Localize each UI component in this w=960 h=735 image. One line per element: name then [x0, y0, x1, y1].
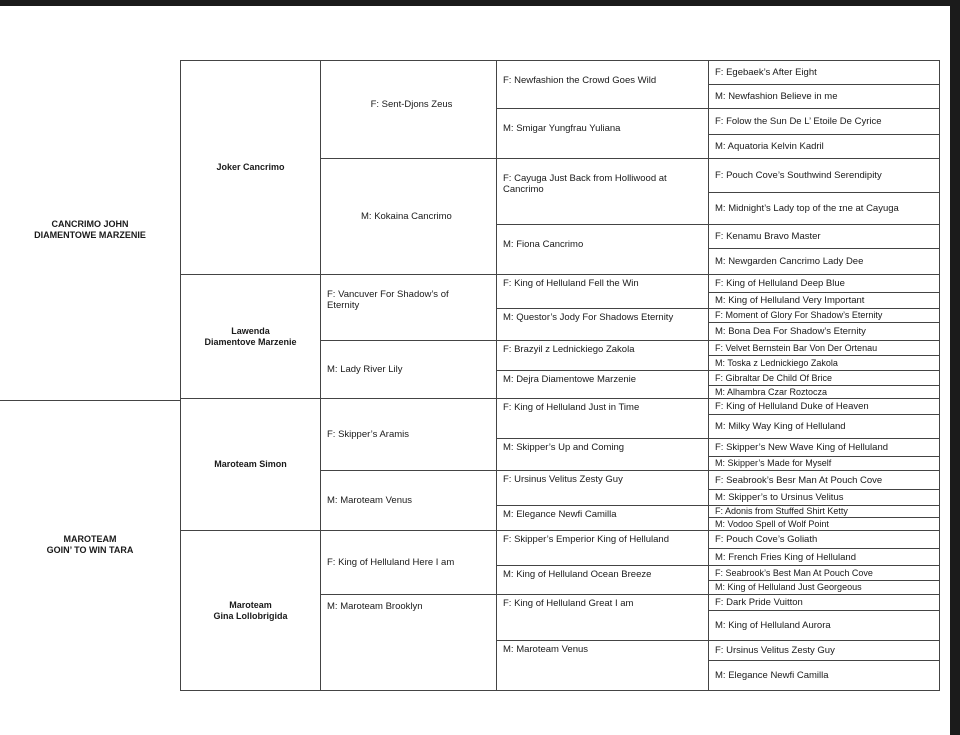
ancestor-name: M: King of Helluland Very Important [715, 295, 865, 306]
ancestor-name: M: Alhambra Czar Roztocza [715, 386, 828, 397]
ancestor-name: F: King of Helluland Here I am [327, 557, 455, 568]
sire-dam-gen5 [709, 470, 940, 489]
sire-dam-gen5 [709, 224, 940, 248]
sire-dam-gen4 [497, 60, 709, 108]
sire-dam-gen2 [180, 530, 321, 691]
ancestor-name: M: Bona Dea For Shadow’s Eternity [715, 326, 866, 337]
sire-dam-gen5 [709, 370, 940, 385]
sire-dam-gen5 [709, 530, 940, 548]
sire-dam-gen4 [497, 594, 709, 640]
ancestor-name: M: Skipper’s Made for Myself [715, 458, 832, 468]
dog-name-line: Maroteam Simon [214, 459, 287, 469]
ancestor-name: M: Toska z Lednickiego Zakola [715, 357, 838, 368]
sire-dam-gen5 [709, 438, 940, 456]
sire-dam-gen4 [497, 530, 709, 565]
sire-dam-gen5 [709, 292, 940, 308]
dog-name-line: Diamentove Marzenie [204, 336, 297, 347]
dog-name-line: Joker Cancrimo [216, 162, 285, 172]
ancestor-name: F: Brazyil z Lednickiego Zakola [503, 344, 635, 355]
sire-dam-gen4 [497, 505, 709, 530]
sire-dam-gen5 [709, 108, 940, 134]
ancestor-name: F: King of Helluland Fell the Win [503, 278, 639, 289]
sire-dam-gen4 [497, 274, 709, 308]
sire-dam-gen4 [497, 340, 709, 370]
ancestor-name: M: Midnight’s Lady top of the ɪne at Cayuga [715, 203, 899, 214]
sire-dam-gen5 [709, 248, 940, 274]
ancestor-name: F: Dark Pride Vuitton [715, 597, 803, 608]
sire-dam-gen3 [321, 274, 497, 340]
ancestor-name: M: Newfashion Believe in me [715, 91, 838, 102]
ancestor-name: M: Skipper’s to Ursinus Velitus [715, 492, 844, 503]
dog-name-line: DIAMENTOWE MARZENIE [34, 230, 146, 240]
generation1-dog [0, 60, 180, 400]
sire-dam-gen3 [321, 398, 497, 470]
ancestor-name: M: Milky Way King of Helluland [715, 421, 846, 432]
ancestor-name: F: Egebaek’s After Eight [715, 67, 817, 78]
ancestor-name: F: King of Helluland Duke of Heaven [715, 401, 869, 412]
ancestor-name: F: Vancuver For Shadow’s of Eternity [327, 289, 449, 311]
ancestor-name: F: Pouch Cove’s Southwind Serendipity [715, 170, 882, 181]
sire-dam-gen5 [709, 274, 940, 292]
sire-dam-gen5 [709, 308, 940, 322]
sire-dam-gen5 [709, 134, 940, 158]
ancestor-name: M: Fiona Cancrimo [503, 239, 584, 250]
ancestor-name: M: King of Helluland Ocean Breeze [503, 569, 652, 580]
ancestor-name: F: Moment of Glory For Shadow’s Eternity [715, 310, 883, 320]
ancestor-name: M: Maroteam Brooklyn [327, 601, 423, 612]
ancestor-name: M: Kokaina Cancrimo [361, 211, 452, 222]
ancestor-name: F: Sent-Djons Zeus [370, 99, 453, 110]
sire-dam-gen5 [709, 565, 940, 580]
ancestor-name: M: Smigar Yungfrau Yuliana [503, 123, 621, 134]
ancestor-name: F: Velvet Bernstein Bar Von Der Ortenau [715, 342, 878, 353]
dog-name-line: Lawenda [231, 325, 270, 336]
ancestor-name: F: Newfashion the Crowd Goes Wild [503, 75, 657, 86]
dog-name-block [204, 326, 296, 348]
ancestor-name: F: King of Helluland Great I am [503, 598, 634, 609]
ancestor-name: F: Adonis from Stuffed Shirt Ketty [715, 506, 848, 516]
sire-dam-gen5 [709, 192, 940, 224]
sire-dam-gen5 [709, 640, 940, 660]
ancestor-name: F: King of Helluland Deep Blue [715, 278, 845, 289]
sire-dam-gen5 [709, 355, 940, 370]
sire-dam-gen5 [709, 660, 940, 691]
sire-dam-gen3 [321, 470, 497, 530]
ancestor-name: M: Newgarden Cancrimo Lady Dee [715, 256, 864, 267]
ancestor-name: F: Pouch Cove’s Goliath [715, 534, 818, 545]
sire-dam-gen5 [709, 548, 940, 565]
ancestor-name: M: Elegance Newfi Camilla [503, 509, 617, 520]
sire-dam-gen5 [709, 84, 940, 108]
dog-name-block [214, 459, 287, 470]
sire-dam-gen5 [709, 489, 940, 505]
sire-dam-gen5 [709, 398, 940, 414]
ancestor-name: M: King of Helluland Aurora [715, 620, 831, 631]
ancestor-name: M: Skipper’s Up and Coming [503, 442, 625, 453]
ancestor-name: F: Seabrook’s Besr Man At Pouch Cove [715, 474, 883, 486]
ancestor-name: F: King of Helluland Just in Time [503, 402, 640, 413]
ancestor-name: M: King of Helluland Just Georgeous [715, 582, 862, 592]
ancestor-name: M: Lady River Lily [327, 364, 403, 375]
sire-dam-gen5 [709, 580, 940, 594]
sire-dam-gen5 [709, 414, 940, 438]
ancestor-name: M: French Fries King of Helluland [715, 551, 856, 563]
sire-dam-gen5 [709, 517, 940, 530]
ancestor-name: F: Ursinus Velitus Zesty Guy [715, 645, 835, 656]
ancestor-name: M: Dejra Diamentowe Marzenie [503, 374, 637, 385]
sire-dam-gen5 [709, 322, 940, 340]
sire-dam-gen4 [497, 308, 709, 340]
dog-name-line: MAROTEAM [63, 534, 117, 544]
dog-name-block [214, 600, 288, 622]
ancestor-name: F: Cayuga Just Back from Holliwood at Cancrimo [503, 173, 667, 195]
ancestor-name: M: Questor’s Jody For Shadows Eternity [503, 312, 674, 323]
dog-name-line: CANCRIMO JOHN [51, 219, 129, 229]
sire-dam-gen2 [180, 60, 321, 274]
sire-dam-gen3 [321, 530, 497, 594]
ancestor-name: F: Kenamu Bravo Master [715, 231, 821, 242]
sire-dam-gen5 [709, 340, 940, 355]
dog-name-block [34, 219, 146, 241]
generation-separator [0, 400, 180, 401]
sire-dam-gen4 [497, 565, 709, 594]
ancestor-name: F: Skipper’s Aramis [327, 429, 410, 440]
sire-dam-gen5 [709, 505, 940, 517]
ancestor-name: F: Ursinus Velitus Zesty Guy [503, 474, 623, 485]
sire-dam-gen4 [497, 224, 709, 274]
dog-name-block [47, 534, 134, 556]
sire-dam-gen5 [709, 456, 940, 470]
sire-dam-gen3 [321, 340, 497, 398]
ancestor-name: M: Aquatoria Kelvin Kadril [715, 141, 824, 152]
sire-dam-gen5 [709, 610, 940, 640]
sire-dam-gen3 [321, 158, 497, 274]
ancestor-name: M: Vodoo Spell of Wolf Point [715, 518, 829, 529]
sire-dam-gen4 [497, 398, 709, 438]
dog-name-line: Maroteam [229, 599, 272, 610]
ancestor-name: F: Skipper’s New Wave King of Helluland [715, 442, 889, 453]
sire-dam-gen4 [497, 158, 709, 224]
sire-dam-gen5 [709, 60, 940, 84]
sire-dam-gen2 [180, 274, 321, 398]
sire-dam-gen3 [321, 60, 497, 158]
sire-dam-gen5 [709, 158, 940, 192]
ancestor-name: F: Gibraltar De Child Of Brice [715, 372, 833, 383]
sire-dam-gen4 [497, 108, 709, 158]
ancestor-name: F: Folow the Sun De L’ Etoile De Cyrice [715, 116, 882, 127]
window-right-edge [950, 6, 960, 735]
sire-dam-gen4 [497, 640, 709, 691]
ancestor-name: M: Maroteam Venus [327, 495, 413, 506]
dog-name-block [216, 162, 284, 173]
sire-dam-gen4 [497, 370, 709, 398]
ancestor-name: M: Maroteam Venus [503, 644, 589, 655]
generation1-dog [0, 400, 180, 690]
sire-dam-gen5 [709, 385, 940, 398]
sire-dam-gen4 [497, 438, 709, 470]
sire-dam-gen2 [180, 398, 321, 530]
sire-dam-gen3 [321, 594, 497, 691]
ancestor-name: F: Seabrook’s Best Man At Pouch Cove [715, 567, 873, 578]
dog-name-line: Gina Lollobrigida [213, 610, 288, 621]
dog-name-line: GOIN’ TO WIN TARA [46, 545, 134, 555]
ancestor-name: F: Skipper’s Emperior King of Helluland [503, 534, 669, 545]
sire-dam-gen4 [497, 470, 709, 505]
sire-dam-gen5 [709, 594, 940, 610]
ancestor-name: M: Elegance Newfi Camilla [715, 670, 829, 681]
